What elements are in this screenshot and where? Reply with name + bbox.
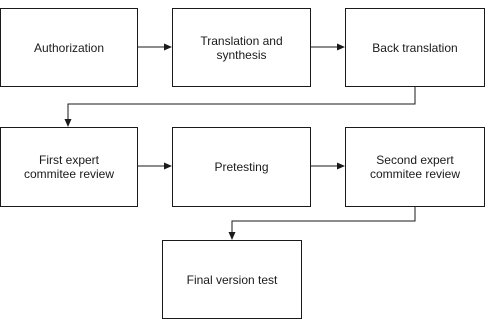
node-pretesting-label: Pretesting [214, 160, 269, 174]
node-final-version-test-label: Final version test [186, 272, 278, 287]
node-translation-synthesis-label: Translation and synthesis [200, 33, 283, 62]
node-pretesting [172, 127, 311, 207]
arrow-second-expert-to-final-version [232, 207, 415, 239]
node-authorization-label: Authorization [33, 40, 105, 55]
node-first-expert-review [0, 127, 138, 207]
node-second-expert-review [345, 127, 485, 207]
node-final-version-test [162, 240, 302, 319]
node-back-translation-label: Back translation [372, 40, 458, 55]
node-second-expert-review-label: Second expert commitee review [369, 153, 461, 181]
node-authorization [0, 8, 138, 87]
arrow-back-translation-to-first-expert [68, 87, 415, 126]
node-back-translation [345, 8, 485, 87]
node-translation-synthesis [172, 8, 311, 87]
node-first-expert-review-label: First expert commitee review [23, 153, 115, 181]
